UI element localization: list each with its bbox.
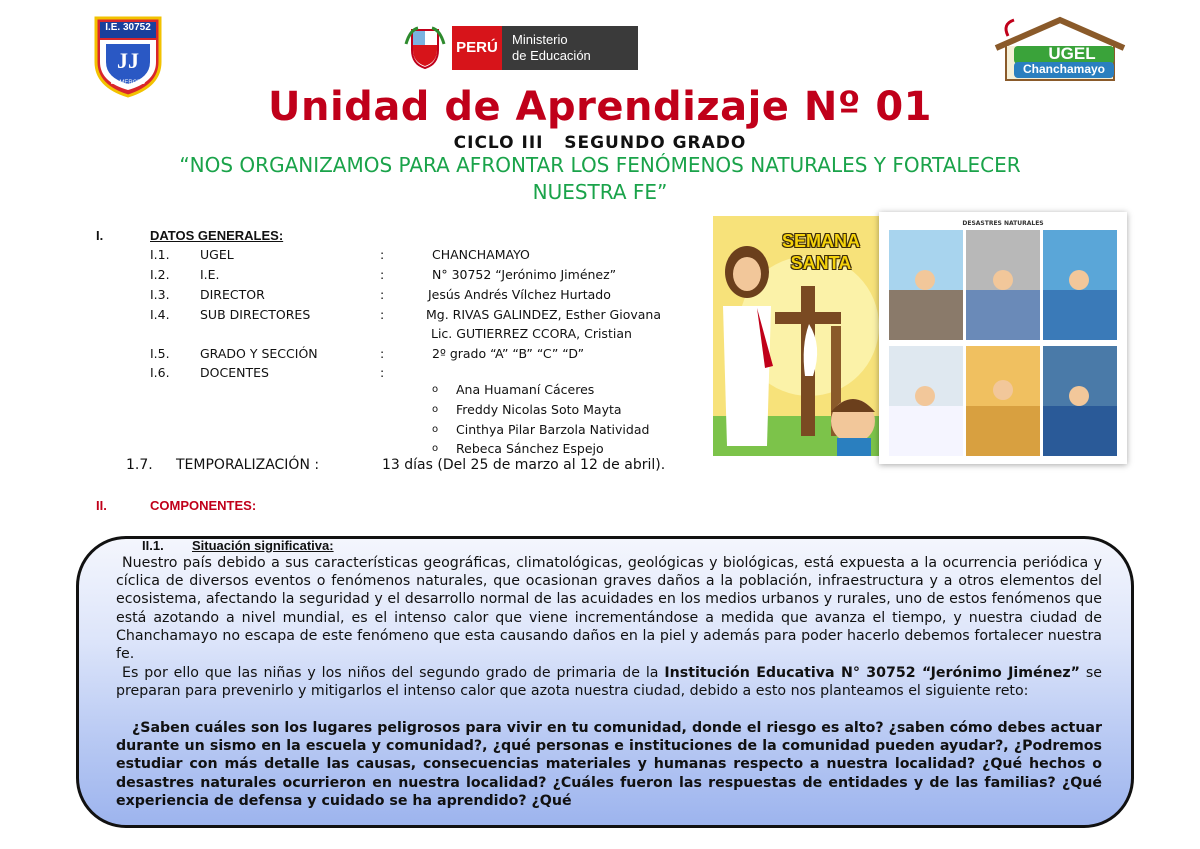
minedu-peru-label: PERÚ <box>452 26 502 70</box>
peru-coat-of-arms-icon <box>404 24 446 70</box>
unit-theme-line2: NUESTRA FE” <box>532 180 668 204</box>
situacion-heading: Situación significativa: <box>192 538 334 553</box>
row-number: I.4. <box>150 307 170 322</box>
school-logo-motto: LA MERCED <box>110 80 146 86</box>
row-separator: : <box>380 247 385 262</box>
unit-title: Unidad de Aprendizaje Nº 01 <box>268 84 932 130</box>
semana-santa-image <box>713 216 881 456</box>
situacion-challenge-questions: ¿Saben cuáles son los lugares peligrosos para vivir en tu comunidad, donde el riesgo es alto? ¿saben cómo debes actuar durante un sismo en la escuela y comunidad?, ¿qué personas e instituciones de la comunidad pueden ayudar?, ¿Podremos estudiar con más detalle las causas, consecuencias materiales y humanas respecto a nuestra localidad? ¿Qué hechos o desastres naturales ocurrieron en nuestra localidad? ¿Cuáles fueron las respuestas de entidades y de las familias? ¿Qué experiencia de defensa y cuidado se ha aprendido? ¿Qué <box>116 720 1102 809</box>
minedu-line1: Ministerio <box>512 32 568 47</box>
row-separator: : <box>380 365 385 380</box>
unit-theme <box>110 152 1090 206</box>
section-ii-number: II. <box>96 498 107 513</box>
minedu-line2: de Educación <box>512 48 591 63</box>
docente-name: Freddy Nicolas Soto Mayta <box>456 402 622 417</box>
row-value: Jesús Andrés Vílchez Hurtado <box>428 287 611 302</box>
row-number: I.6. <box>150 365 170 380</box>
unit-theme-line1: “NOS ORGANIZAMOS PARA AFRONTAR LOS FENÓMENOS NATURALES Y FORTALECER <box>179 153 1021 177</box>
datos-generales-heading: DATOS GENERALES: <box>150 228 284 243</box>
row-label: SUB DIRECTORES <box>200 307 311 322</box>
row-number: I.1. <box>150 247 170 262</box>
cycle-grade: CICLO III SEGUNDO GRADO <box>453 133 747 153</box>
docente-name: Ana Huamaní Cáceres <box>456 382 595 397</box>
row-value: N° 30752 “Jerónimo Jiménez” <box>432 267 617 282</box>
situacion-paragraph-1: Nuestro país debido a sus características geográficas, climatológicas, geológicas y biológicas, está expuesta a la ocurrencia periódica y cíclica de diversos eventos o fenómenos naturales, que ocasionan graves daños a la población, infraestructura y a otros elementos del ecosistema, afectando la seguridad y el desarrollo normal de las acuidades en los medios urbanos y rurales, uno de estos fenómenos que está azotando a nivel mundial, es el intenso calor que viene incrementándose a medida que avanza el tiempo, y nuestra ciudad de Chanchamayo no escapa de este fenómeno que esta causando daños en la piel y además para poder hacerlo debemos fortalecer nuestra fe. <box>116 555 1102 663</box>
row-number: I.5. <box>150 346 170 361</box>
minedu-name <box>502 26 638 70</box>
section-i-number: I. <box>96 228 104 243</box>
row-label: TEMPORALIZACIÓN : <box>176 457 320 473</box>
row-label: DOCENTES <box>200 365 269 380</box>
row-value-2: Lic. GUTIERREZ CCORA, Cristian <box>431 326 632 341</box>
row-label: UGEL <box>200 247 234 262</box>
situacion-number: II.1. <box>142 538 164 553</box>
row-value: 13 días (Del 25 de marzo al 12 de abril). <box>382 457 666 473</box>
desastres-naturales-image <box>879 212 1127 464</box>
bullet-icon: o <box>432 384 439 395</box>
row-label: GRADO Y SECCIÓN <box>200 346 318 361</box>
row-number: 1.7. <box>126 457 153 473</box>
paragraph-text: se preparan para prevenirlo y mitigarlos el intenso calor que azota nuestra ciudad, debido a esto nos planteamos el siguiente reto: <box>116 665 1102 700</box>
row-value: 2º grado “A” “B” “C” “D” <box>432 346 585 361</box>
institution-name: Institución Educativa N° 30752 “Jerónimo Jiménez” <box>664 665 1080 681</box>
row-number: I.3. <box>150 287 170 302</box>
row-value: CHANCHAMAYO <box>432 247 530 262</box>
minedu-logo <box>404 20 638 74</box>
row-label: DIRECTOR <box>200 287 265 302</box>
row-separator: : <box>380 287 385 302</box>
docente-name: Cinthya Pilar Barzola Natividad <box>456 422 650 437</box>
row-separator: : <box>380 267 385 282</box>
desastres-title: DESASTRES NATURALES <box>962 220 1044 227</box>
row-separator: : <box>380 307 385 322</box>
paragraph-text: Es por ello que las niñas y los niños del segundo grado de primaria de la <box>122 665 665 681</box>
school-logo-text: I.E. 30752 <box>105 22 151 33</box>
row-value: Mg. RIVAS GALINDEZ, Esther Giovana <box>426 307 662 322</box>
school-logo-monogram: JJ <box>117 48 139 73</box>
ugel-logo <box>992 16 1128 84</box>
componentes-heading: COMPONENTES: <box>150 498 257 513</box>
docente-name: Rebeca Sánchez Espejo <box>456 441 604 456</box>
bullet-icon: o <box>432 424 439 435</box>
row-label: I.E. <box>200 267 220 282</box>
ugel-logo-line1: UGEL <box>1048 44 1096 63</box>
ugel-logo-line2: Chanchamayo <box>1022 62 1106 76</box>
row-number: I.2. <box>150 267 170 282</box>
semana-santa-label: SEMANA SANTA <box>781 231 860 273</box>
bullet-icon: o <box>432 443 439 454</box>
bullet-icon: o <box>432 404 439 415</box>
situacion-paragraph-2 <box>116 664 1102 700</box>
disaster-panels-icon <box>889 230 1117 456</box>
row-separator: : <box>380 346 385 361</box>
